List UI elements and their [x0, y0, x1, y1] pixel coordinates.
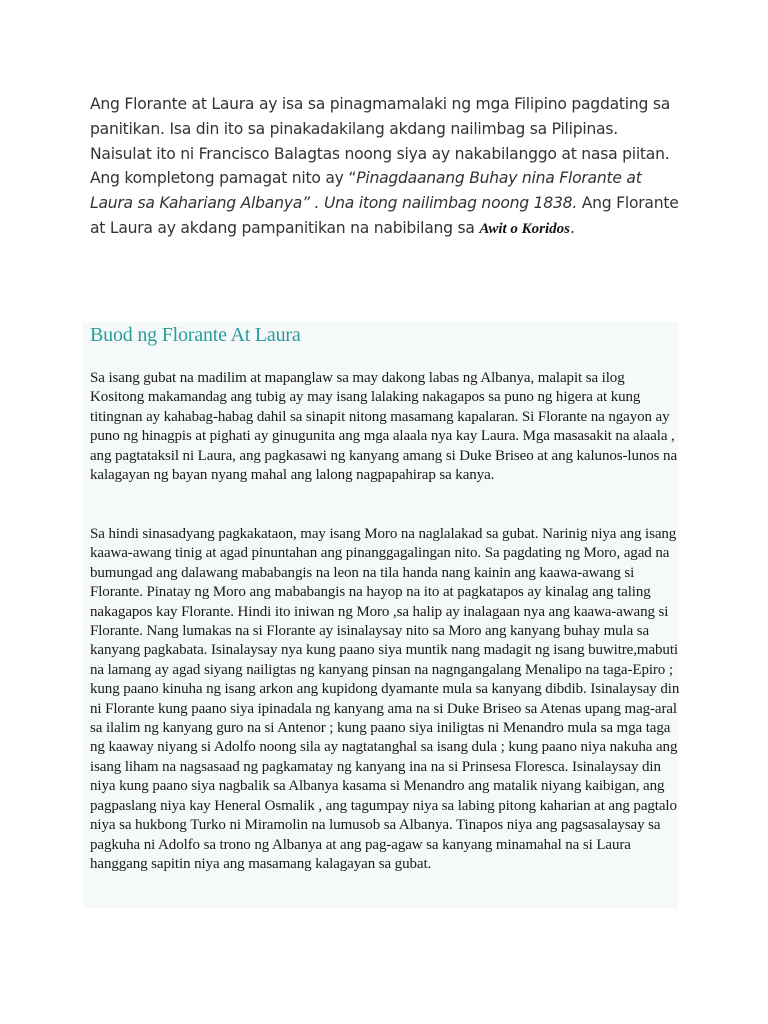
summary-section [83, 322, 678, 908]
intro-paragraph [90, 92, 680, 242]
intro-text-b: Ang Florante at Laura ay akdang pampanitikan na nabibilang sa [90, 194, 679, 237]
intro-text-a: Ang Florante at Laura ay isa sa pinagmamalaki ng mga Filipino pagdating sa panitikan. Isa din ito sa pinakadakilang akdang nailimbag sa Pilipinas. Naisulat ito ni Francisco Balagtas noong siya ay nakabilanggo at nasa piitan. Ang kompletong pamagat nito ay “ [90, 95, 671, 188]
summary-paragraph-2: Sa hindi sinasadyang pagkakataon, may isang Moro na naglalakad sa gubat. Narinig niya ang isang kaawa-awang tinig at agad pinuntahan ang pinanggagalingan nito. Sa pagdating ng Moro, agad na bumungad ang dalawang mababangis na leon na tila handa nang kainin ang kaawa-awang si Florante. Pinatay ng Moro ang mababangis na hayop na ito at pagkatapos ay kinalag ang taling nakagapos kay Florante. Hindi ito iniwan ng Moro ,sa halip ay inalagaan nya ang kaawa-awang si Florante. Nang lumakas na si Florante ay isinalaysay nito sa Moro ang kanyang buhay mula sa kanyang pagkabata. Isinalaysay nya kung paano siya muntik nang madagit ng isang buwitre,mabuti na lamang ay agad siyang nailigtas ng kanyang pinsan na nagngangalang Menalipo na taga-Epiro ; kung paano kinuha ng isang arkon ang kupidong dyamante mula sa kanyang dibdib. Isinalaysay din ni Florante kung paano siya ipinadala ng kanyang ama na si Duke Briseo sa Atenas upang mag-aral sa ilalim ng kanyang guro na si Antenor ; kung paano siya iniligtas ni Menandro mula sa mga taga ng kaaway niyang si Adolfo noong sila ay nagtatanghal sa isang dula ; kung paano niya nakuha ang isang liham na nagsasaad ng pagkamatay ng kanyang ina na si Prinsesa Floresca. Isinalaysay din niya kung paano siya nagbalik sa Albanya kasama si Menandro ang matalik niyang kaibigan, ang pagpaslang niya kay Heneral Osmalik , ang tagumpay niya sa labing pitong kaharian at ang pagtalo niya sa hukbong Turko ni Miramolin na lumusob sa Albanya. Tinapos niya ang pagsasalaysay sa pagkuha ni Adolfo sa trono ng Albanya at ang pag-agaw sa kanyang minamahal na si Laura hanggang sapitin niya ang masamang kalagayan sa gubat. [90, 526, 680, 872]
summary-paragraph-1: Sa isang gubat na madilim at mapanglaw sa may dakong labas ng Albanya, malapit sa ilog Kositong makamandag ang tubig ay may isang lalaking nakagapos sa puno ng higera at kung titingnan ay kahabag-habag dahil sa sinapit nitong masamang kapalaran. Si Florante na ngayon ay puno ng hinagpis at pighati ay ginugunita ang mga alaala nya kay Laura. Mga masasakit na alaala , ang pagtataksil ni Laura, ang pagkasawi ng kanyang amang si Duke Briseo at ang kalunos-lunos na kalagayan ng bayan nyang mahal ang lalong nagpapahirap sa kanya. [90, 370, 678, 484]
intro-text-end: . [570, 218, 575, 237]
summary-heading: Buod ng Florante At Laura [90, 324, 301, 346]
intro-genre: Awit o Koridos [479, 220, 571, 237]
intro-title-italic: Pinagdaanang Buhay nina Florante at Laura sa Kahariang Albanya” . Una itong nailimbag noong 1838. [90, 169, 642, 213]
